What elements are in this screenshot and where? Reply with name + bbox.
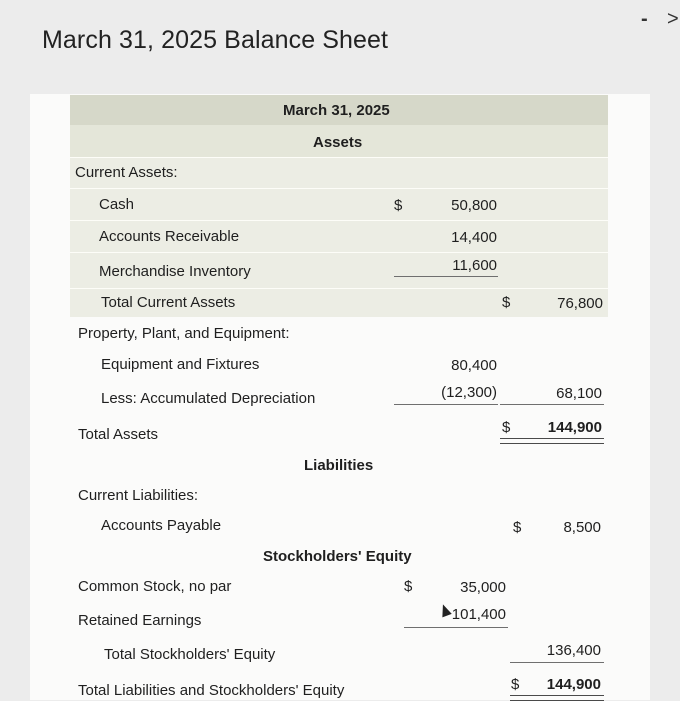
ar-label: Accounts Receivable [99,228,240,245]
dollar-sign: $ [513,519,522,536]
liabilities-heading: Liabilities [304,457,374,474]
page-title: March 31, 2025 Balance Sheet [42,26,389,54]
equipment-value: 80,400 [451,357,497,374]
underline [500,404,604,405]
cash-label: Cash [99,196,135,213]
dollar-sign: $ [511,676,520,693]
equity-heading: Stockholders' Equity [263,548,412,565]
common-stock-value: 35,000 [460,579,506,596]
common-stock-label: Common Stock, no par [78,578,232,595]
accounts-payable-label: Accounts Payable [101,517,222,534]
accounts-payable-value: 8,500 [563,519,601,536]
current-assets-label: Current Assets: [75,164,178,181]
total-current-assets-label: Total Current Assets [101,294,236,311]
dollar-sign: $ [394,197,403,214]
underline [404,627,508,628]
retained-earnings-label: Retained Earnings [78,612,202,629]
dollar-sign: $ [502,419,511,436]
retained-earnings-value: 101,400 [451,606,506,623]
underline [394,276,498,277]
total-equity-value: 136,400 [546,642,601,659]
ppe-label: Property, Plant, and Equipment: [78,325,290,342]
underline [510,662,604,663]
dollar-sign: $ [502,294,511,311]
current-liabilities-label: Current Liabilities: [78,487,199,504]
underline [394,404,498,405]
total-assets-label: Total Assets [78,426,159,443]
inventory-value: 11,600 [452,257,497,274]
chevron-right-icon[interactable]: > [667,8,679,30]
header-date: March 31, 2025 [283,102,390,119]
total-equity-label: Total Stockholders' Equity [104,646,276,663]
row-band [70,188,608,221]
total-current-assets-value: 76,800 [557,295,603,312]
double-underline [500,438,604,444]
ar-value: 14,400 [451,229,497,246]
total-assets-value: 144,900 [547,419,602,436]
double-underline [510,695,604,701]
equipment-label: Equipment and Fixtures [101,356,260,373]
accumulated-depreciation-label: Less: Accumulated Depreciation [101,390,316,407]
dollar-sign: $ [404,578,413,595]
cash-value: 50,800 [451,197,497,214]
total-liabilities-equity-value: 144,900 [546,676,601,693]
net-ppe-value: 68,100 [556,385,602,402]
inventory-label: Merchandise Inventory [99,263,251,280]
minimize-icon[interactable]: - [641,8,648,30]
total-liabilities-equity-label: Total Liabilities and Stockholders' Equity [78,682,345,699]
accumulated-depreciation-value: (12,300) [441,384,497,401]
assets-heading: Assets [313,134,363,151]
